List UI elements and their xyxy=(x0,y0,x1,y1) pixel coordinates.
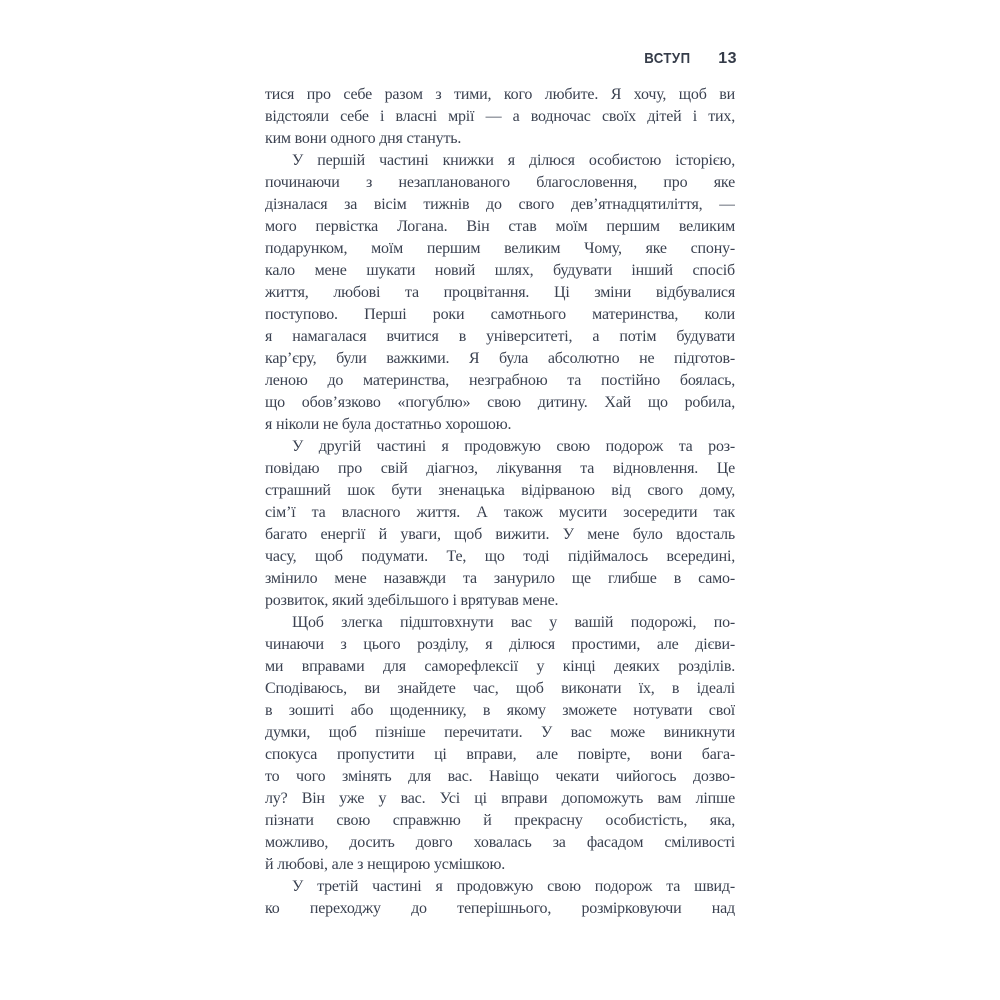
text-line: думки, щоб пізніше перечитати. У вас може виникнути xyxy=(265,724,735,741)
text-line: леною до материнства, незграбною та постійно боялась, xyxy=(265,372,735,389)
text-line: то чого змінять для вас. Навіщо чекати чийогось дозво- xyxy=(265,768,735,785)
text-line: лу? Він уже у вас. Усі ці вправи допоможуть вам ліпше xyxy=(265,790,735,807)
text-line: багато енергії й уваги, щоб вижити. У мене було вдосталь xyxy=(265,526,735,543)
text-line: кало мене шукати новий шлях, будувати інший спосіб xyxy=(265,262,735,279)
paragraph xyxy=(265,436,735,612)
text-line: ми вправами для саморефлексії у кінці деяких розділів. xyxy=(265,658,735,675)
text-line: що обов’язково «погублю» свою дитину. Хай що робила, xyxy=(265,394,735,411)
text-line: розвиток, який здебільшого і врятував мене. xyxy=(265,592,559,609)
text-line: спокуса пропустити ці вправи, але повірте, вони бага- xyxy=(265,746,735,763)
text-line: змінило мене назавжди та занурило ще глибше в само- xyxy=(265,570,735,587)
text-line: я намагалася вчитися в університеті, а потім будувати xyxy=(265,328,735,345)
text-line: подарунком, моїм першим великим Чому, яке спону- xyxy=(265,240,735,257)
text-line: У другій частині я продовжую свою подорож та роз- xyxy=(292,438,735,455)
text-line: У третій частині я продовжую свою подорож та швид- xyxy=(292,878,735,895)
text-line: в зошиті або щоденнику, в якому зможете нотувати свої xyxy=(265,702,735,719)
text-line: життя, любові та процвітання. Ці зміни відбувалися xyxy=(265,284,735,301)
text-line: часу, щоб подумати. Те, що тоді підіймалось всередині, xyxy=(265,548,735,565)
text-line: У першій частині книжки я ділюся особистою історією, xyxy=(292,152,735,169)
text-line: повідаю про свій діагноз, лікування та відновлення. Це xyxy=(265,460,735,477)
text-line: ким вони одного дня стануть. xyxy=(265,130,462,147)
paragraph xyxy=(265,612,735,876)
text-line: Сподіваюсь, ви знайдете час, щоб виконати їх, в ідеалі xyxy=(265,680,735,697)
text-line: поступово. Перші роки самотнього материнства, коли xyxy=(265,306,735,323)
section-title: ВСТУП xyxy=(644,50,691,67)
page-number: 13 xyxy=(718,50,737,67)
text-line: я ніколи не була достатньо хорошою. xyxy=(265,416,512,433)
text-line: страшний шок бути зненацька відірваною від свого дому, xyxy=(265,482,735,499)
text-line: тися про себе разом з тими, кого любите. Я хочу, щоб ви xyxy=(265,86,735,103)
text-line: й любові, але з нещирою усмішкою. xyxy=(265,856,506,873)
paragraph xyxy=(265,150,735,436)
text-line: Щоб злегка підштовхнути вас у вашій подорожі, по- xyxy=(292,614,735,631)
text-line: ко переходжу до теперішнього, розмірковуючи над xyxy=(265,900,735,917)
paragraph xyxy=(265,84,735,150)
page-body xyxy=(265,84,735,920)
text-line: сім’ї та власного життя. А також мусити зосередити так xyxy=(265,504,735,521)
text-line: дізналася за вісім тижнів до свого дев’ятнадцятиліття, — xyxy=(265,196,735,213)
text-line: мого первістка Логана. Він став моїм першим великим xyxy=(265,218,735,235)
text-line: відстояли себе і власні мрії — а водночас своїх дітей і тих, xyxy=(265,108,735,125)
text-line: починаючи з незапланованого благословення, про яке xyxy=(265,174,735,191)
text-line: кар’єру, були важкими. Я була абсолютно не підготов- xyxy=(265,350,735,367)
running-header xyxy=(638,50,737,68)
text-line: чинаючи з цього розділу, я ділюся простими, але дієви- xyxy=(265,636,735,653)
text-line: пізнати свою справжню й прекрасну особистість, яка, xyxy=(265,812,735,829)
text-line: можливо, досить довго ховалась за фасадом сміливості xyxy=(265,834,735,851)
paragraph xyxy=(265,876,735,920)
